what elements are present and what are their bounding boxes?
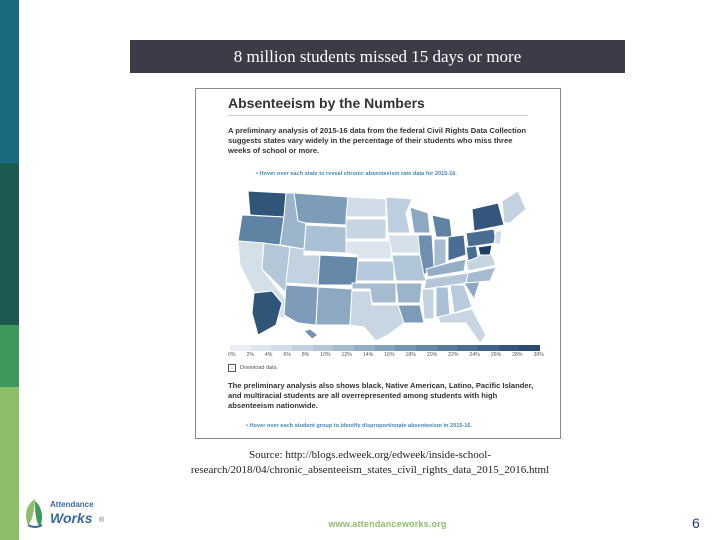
download-data-link[interactable] <box>228 364 277 372</box>
legend-swatch-5 <box>313 345 334 351</box>
legend-swatch-13 <box>478 345 499 351</box>
legend-label: 8% <box>301 352 310 358</box>
decor-strip-2 <box>0 163 19 325</box>
state-washington <box>248 191 286 217</box>
legend-swatch-15 <box>519 345 540 351</box>
legend-label: 2% <box>246 352 254 358</box>
state-alaska <box>252 291 282 335</box>
legend-swatch-10 <box>416 345 437 351</box>
legend-label: 20% <box>426 352 438 358</box>
state-mississippi <box>422 289 434 319</box>
state-south-dakota <box>346 219 386 239</box>
state-alabama <box>436 287 450 317</box>
state-michigan <box>432 215 452 237</box>
legend-label: 4% <box>264 352 273 358</box>
legend-label: 28% <box>512 352 523 358</box>
legend-label: 16% <box>384 352 395 358</box>
state-hawaii <box>304 329 318 339</box>
legend-swatch-9 <box>395 345 416 351</box>
legend-label: 14% <box>362 352 374 358</box>
state-colorado <box>318 255 358 285</box>
figure-heading: Absenteeism by the Numbers <box>228 95 425 111</box>
legend-label: 24% <box>469 352 480 358</box>
state-wisconsin <box>410 207 430 233</box>
leaf-icon <box>22 497 48 531</box>
registered-mark: ® <box>99 517 105 524</box>
legend-label: 26% <box>490 352 502 358</box>
state-north-dakota <box>346 197 386 217</box>
state-new-mexico <box>316 287 352 325</box>
download-icon: ↓ <box>228 364 236 372</box>
legend-swatch-11 <box>437 345 458 351</box>
state-arkansas <box>396 283 422 303</box>
legend-swatch-2 <box>251 345 272 351</box>
figure-divider <box>228 115 528 116</box>
state-montana <box>294 193 348 225</box>
legend-swatch-12 <box>457 345 478 351</box>
us-choropleth-map <box>228 185 528 343</box>
state-minnesota <box>386 197 412 233</box>
legend-label: 0% <box>228 352 236 358</box>
legend-label: 18% <box>405 352 416 358</box>
state-new-jersey <box>494 231 502 245</box>
state-wyoming <box>304 225 346 253</box>
legend-swatch-14 <box>499 345 520 351</box>
figure-hover-note-2: • Hover over each student group to identify disproportionate absenteeism in 2015-16. <box>246 423 473 429</box>
figure-intro-text: A preliminary analysis of 2015-16 data from the federal Civil Rights Data Collection suggests states vary widely in the percentage of their students who miss three weeks of school or more. <box>228 126 527 155</box>
decor-strip-3 <box>0 325 19 387</box>
state-kansas <box>356 261 394 281</box>
page-number: 6 <box>692 515 700 531</box>
embedded-figure <box>195 88 561 439</box>
logo-text-top: Attendance <box>50 500 94 509</box>
website-url[interactable]: www.attendanceworks.org <box>328 519 447 529</box>
legend-labels <box>228 352 544 358</box>
legend-swatch-3 <box>271 345 292 351</box>
legend-label: 22% <box>448 352 459 358</box>
legend-color-scale <box>230 345 540 351</box>
legend-swatch-8 <box>375 345 396 351</box>
legend-label: 10% <box>320 352 331 358</box>
state-pennsylvania <box>466 229 496 247</box>
figure-paragraph-2: The preliminary analysis also shows black, Native American, Latino, Pacific Islander, and multiracial students are all overrepresented among students with high absenteeism nationwide. <box>228 381 534 410</box>
state-new-england <box>502 191 526 223</box>
legend-swatch-6 <box>333 345 354 351</box>
legend-swatch-1 <box>230 345 251 351</box>
decor-strip-1 <box>0 0 19 163</box>
figure-hover-note: • Hover over each state to reveal chronic absenteeism rate data for 2015-16. <box>256 171 457 177</box>
state-iowa <box>388 235 420 253</box>
state-maryland <box>478 245 492 255</box>
slide-title: 8 million students missed 15 days or more <box>130 40 625 73</box>
source-line-1: Source: http://blogs.edweek.org/edweek/inside-school- <box>248 449 492 461</box>
legend-label: 6% <box>283 352 291 358</box>
legend-swatch-7 <box>354 345 375 351</box>
decor-strip-4 <box>0 387 19 540</box>
state-new-york <box>472 203 504 231</box>
logo-text-bottom: Works <box>50 510 93 526</box>
state-oregon <box>238 215 284 245</box>
state-arizona <box>284 285 318 325</box>
source-line-2: research/2018/04/chronic_absenteeism_states_civil_rights_data_2015_2016.html <box>190 464 550 476</box>
source-citation <box>140 448 600 478</box>
attendance-works-logo <box>22 497 122 533</box>
state-ohio <box>448 235 466 261</box>
state-indiana <box>434 239 446 267</box>
legend-swatch-4 <box>292 345 313 351</box>
legend-label: 30% <box>533 352 544 358</box>
download-label: Download data <box>240 365 277 371</box>
legend-label: 12% <box>341 352 352 358</box>
state-utah <box>286 247 320 285</box>
